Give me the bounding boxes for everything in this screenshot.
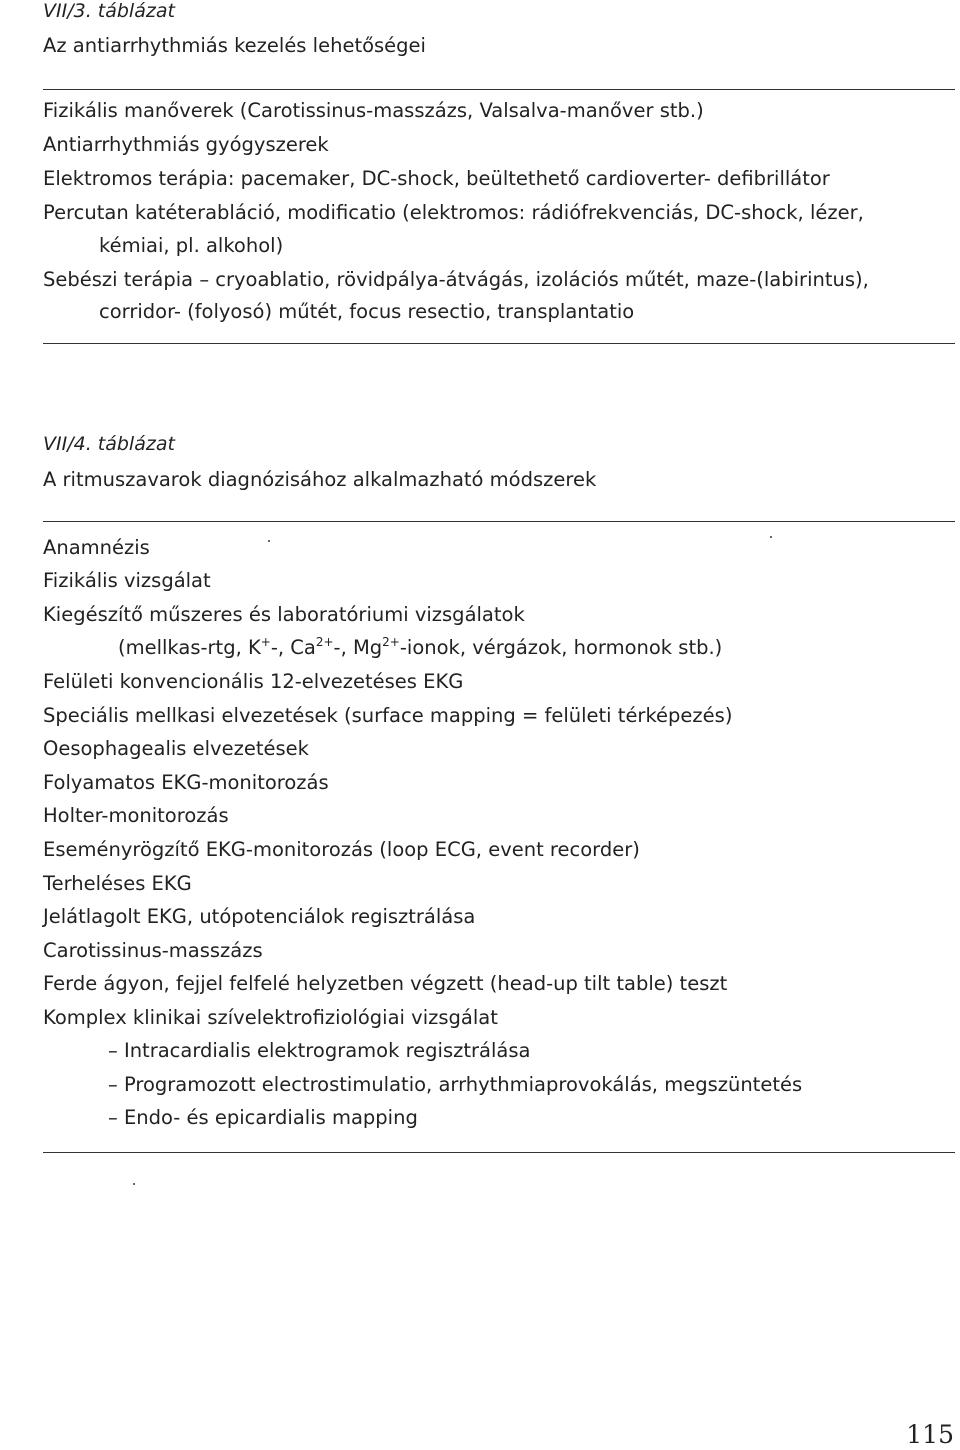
table3-row: Elektromos terápia: pacemaker, DC-shock, beültethető cardioverter- defibrillátor <box>43 167 830 190</box>
table4-bottom-rule <box>43 1152 955 1153</box>
table4-row: Carotissinus-masszázs <box>43 939 263 962</box>
table4-subitem: – Endo- és epicardialis mapping <box>108 1106 418 1129</box>
table3-row-continuation: kémiai, pl. alkohol) <box>99 234 284 257</box>
page-number: 115 <box>906 1420 954 1449</box>
scan-speck <box>133 1183 135 1185</box>
ions-mid1: -, Ca <box>270 636 316 659</box>
table4-row: Kiegészítő műszeres és laboratóriumi vizsgálatok <box>43 603 525 626</box>
table3-row: Fizikális manőverek (Carotissinus-masszázs, Valsalva-manőver stb.) <box>43 99 704 122</box>
table3-bottom-rule <box>43 343 955 344</box>
table3-row: Percutan katéterabláció, modificatio (elektromos: rádiófrekvenciás, DC-shock, lézer, <box>43 201 864 224</box>
scan-speck <box>770 536 772 538</box>
table4-row: Komplex klinikai szívelektrofiziológiai vizsgálat <box>43 1006 498 1029</box>
table4-row: Holter-monitorozás <box>43 804 229 827</box>
table3-title: Az antiarrhythmiás kezelés lehetőségei <box>43 34 426 57</box>
table3-row: Antiarrhythmiás gyógyszerek <box>43 133 329 156</box>
table4-row: Ferde ágyon, fejjel felfelé helyzetben végzett (head-up tilt table) teszt <box>43 972 728 995</box>
table4-title: A ritmuszavarok diagnózisához alkalmazható módszerek <box>43 468 597 491</box>
table4-row: Anamnézis <box>43 536 150 559</box>
ions-prefix: (mellkas-rtg, K <box>118 636 261 659</box>
table4-subitem: – Programozott electrostimulatio, arrhythmiaprovokálás, megszüntetés <box>108 1073 803 1096</box>
table4-top-rule <box>43 521 955 522</box>
table4-row: Folyamatos EKG-monitorozás <box>43 771 329 794</box>
ions-mid2: -, Mg <box>333 636 383 659</box>
table4-row: Oesophagealis elvezetések <box>43 737 309 760</box>
table4-row: Eseményrögzítő EKG-monitorozás (loop ECG, event recorder) <box>43 838 640 861</box>
table4-row: Terheléses EKG <box>43 872 192 895</box>
table4-row: Jelátlagolt EKG, utópotenciálok regisztrálása <box>43 905 476 928</box>
k-superscript: + <box>260 635 271 649</box>
table3-row: Sebészi terápia – cryoablatio, rövidpálya-átvágás, izolációs műtét, maze-(labirintus), <box>43 268 869 291</box>
table3-number: VII/3. táblázat <box>43 0 175 22</box>
table3-row-continuation: corridor- (folyosó) műtét, focus resectio, transplantatio <box>99 300 635 323</box>
ca-superscript: 2+ <box>315 635 334 649</box>
table4-number: VII/4. táblázat <box>43 433 175 455</box>
mg-superscript: 2+ <box>382 635 400 649</box>
ions-suffix: -ionok, vérgázok, hormonok stb.) <box>399 636 723 659</box>
table3-top-rule <box>43 89 955 90</box>
scan-speck <box>268 540 270 542</box>
table4-subitem: – Intracardialis elektrogramok regisztrálása <box>108 1039 531 1062</box>
table4-row: Speciális mellkasi elvezetések (surface mapping = felületi térképezés) <box>43 704 733 727</box>
table4-ions-row <box>118 636 722 660</box>
table4-row: Felületi konvencionális 12-elvezetéses EKG <box>43 670 464 693</box>
table4-row: Fizikális vizsgálat <box>43 569 211 592</box>
